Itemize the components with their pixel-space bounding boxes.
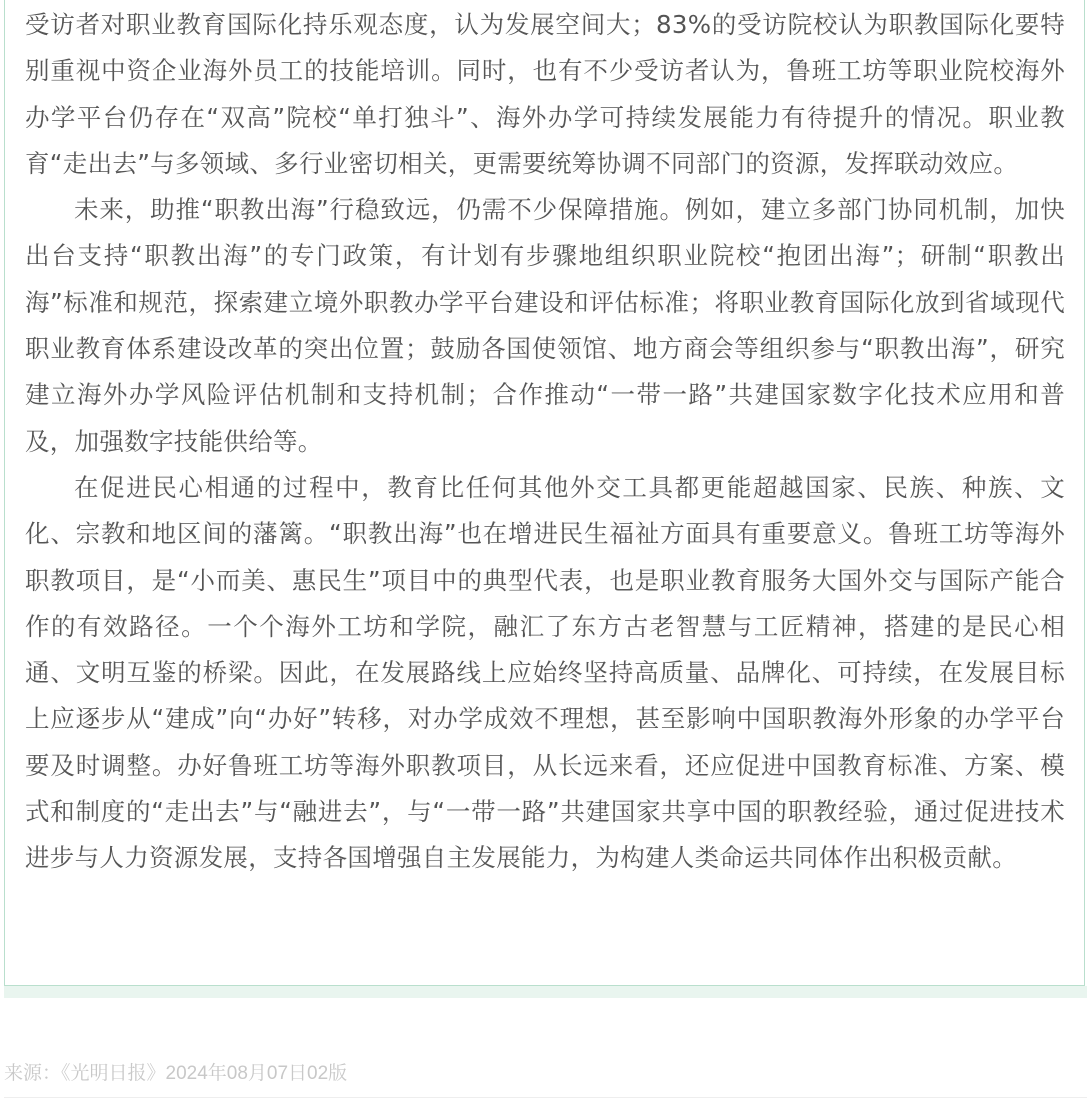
article-paragraph: 未来，助推“职教出海”行稳致远，仍需不少保障措施。例如，建立多部门协同机制，加快出台支持“职教出海”的专门政策，有计划有步骤地组织职业院校“抱团出海”；研制“职教出海”标准和规范，探索建立境外职教办学平台建设和评估标准；将职业教育国际化放到省域现代职业教育体系建设改革的突出位置；鼓励各国使领馆、地方商会等组织参与“职教出海”，研究建立海外办学风险评估机制和支持机制；合作推动“一带一路”共建国家数字化技术应用和普及，加强数字技能供给等。: [25, 195, 1065, 456]
article-body: [25, 2, 1065, 882]
article-paragraph: 受访者对职业教育国际化持乐观态度，认为发展空间大；83%的受访院校认为职教国际化要特别重视中资企业海外员工的技能培训。同时，也有不少受访者认为，鲁班工坊等职业院校海外办学平台仍存在“双高”院校“单打独斗”、海外办学可持续发展能力有待提升的情况。职业教育“走出去”与多领域、多行业密切相关，更需要统筹协调不同部门的资源，发挥联动效应。: [25, 10, 1065, 178]
divider: [4, 1097, 1087, 1098]
article-paragraph: 在促进民心相通的过程中，教育比任何其他外交工具都更能超越国家、民族、种族、文化、宗教和地区间的藩篱。“职教出海”也在增进民生福祉方面具有重要意义。鲁班工坊等海外职教项目，是“小而美、惠民生”项目中的典型代表，也是职业教育服务大国外交与国际产能合作的有效路径。一个个海外工坊和学院，融汇了东方古老智慧与工匠精神，搭建的是民心相通、文明互鉴的桥梁。因此，在发展路线上应始终坚持高质量、品牌化、可持续，在发展目标上应逐步从“建成”向“办好”转移，对办学成效不理想，甚至影响中国职教海外形象的办学平台要及时调整。办好鲁班工坊等海外职教项目，从长远来看，还应促进中国教育标准、方案、模式和制度的“走出去”与“融进去”，与“一带一路”共建国家共享中国的职教经验，通过促进技术进步与人力资源发展，支持各国增强自主发展能力，为构建人类命运共同体作出积极贡献。: [25, 472, 1065, 873]
article-box-shadow: [4, 986, 1087, 998]
source-credit: 来源：《光明日报》2024年08月07日02版: [4, 1063, 348, 1084]
